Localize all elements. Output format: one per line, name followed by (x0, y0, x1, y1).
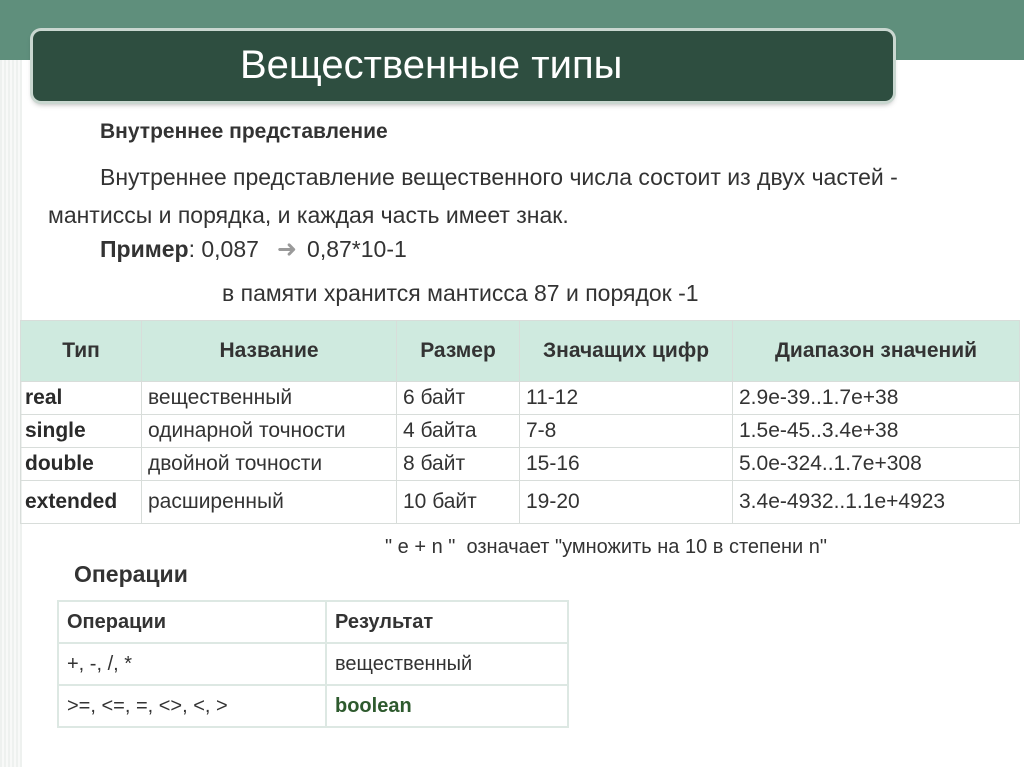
header-name: Название (142, 321, 397, 382)
section-heading: Внутреннее представление (100, 120, 388, 143)
operation-result: boolean (326, 685, 568, 727)
type-range: 2.9e-39..1.7e+38 (733, 382, 1020, 415)
memory-note: в памяти хранится мантисса 87 и порядок -1 (222, 280, 699, 306)
header-result: Результат (326, 601, 568, 643)
type-digits: 11-12 (520, 382, 733, 415)
operation-result: вещественный (326, 643, 568, 685)
operation-symbols: >=, <=, =, <>, <, > (58, 685, 326, 727)
example-line (100, 232, 407, 267)
type-digits: 7-8 (520, 415, 733, 448)
type-range: 1.5e-45..3.4e+38 (733, 415, 1020, 448)
example-exponent: -1 (386, 236, 407, 262)
intro-paragraph-text: Внутреннее представление вещественного числа состоит из двух частей - мантиссы и порядка, и каждая часть имеет знак. (48, 164, 898, 228)
type-digits: 19-20 (520, 481, 733, 524)
table-row (21, 415, 1020, 448)
type-digits: 15-16 (520, 448, 733, 481)
intro-paragraph (48, 158, 998, 234)
operations-table (57, 600, 569, 728)
operation-symbols: +, -, /, * (58, 643, 326, 685)
type-size: 10 байт (397, 481, 520, 524)
type-name: double (21, 448, 142, 481)
type-name: extended (21, 481, 142, 524)
table-row (58, 685, 568, 727)
header-range: Диапазон значений (733, 321, 1020, 382)
type-size: 4 байта (397, 415, 520, 448)
type-size: 8 байт (397, 448, 520, 481)
exponent-note: " e + n " означает "умножить на 10 в степени n" (385, 536, 827, 558)
page-title: Вещественные типы (240, 43, 623, 87)
type-title: двойной точности (142, 448, 397, 481)
right-arrow-icon: ➜ (276, 236, 298, 263)
table-row (21, 382, 1020, 415)
types-header-row (21, 321, 1020, 382)
type-name: single (21, 415, 142, 448)
table-row (21, 481, 1020, 524)
types-table (20, 320, 1020, 524)
header-digits: Значащих цифр (520, 321, 733, 382)
operations-header-row (58, 601, 568, 643)
table-row (21, 448, 1020, 481)
header-type: Тип (21, 321, 142, 382)
type-range: 5.0e-324..1.7e+308 (733, 448, 1020, 481)
example-value: : 0,087 (188, 236, 259, 262)
example-result: 0,87*10 (307, 236, 387, 262)
type-range: 3.4e-4932..1.1e+4923 (733, 481, 1020, 524)
type-name: real (21, 382, 142, 415)
background-left-stripe (0, 0, 22, 767)
header-size: Размер (397, 321, 520, 382)
type-title: одинарной точности (142, 415, 397, 448)
type-title: вещественный (142, 382, 397, 415)
operations-heading: Операции (74, 561, 188, 587)
header-operations: Операции (58, 601, 326, 643)
type-size: 6 байт (397, 382, 520, 415)
example-label: Пример (100, 236, 189, 262)
table-row (58, 643, 568, 685)
type-title: расширенный (142, 481, 397, 524)
background-left-corner (0, 0, 22, 60)
